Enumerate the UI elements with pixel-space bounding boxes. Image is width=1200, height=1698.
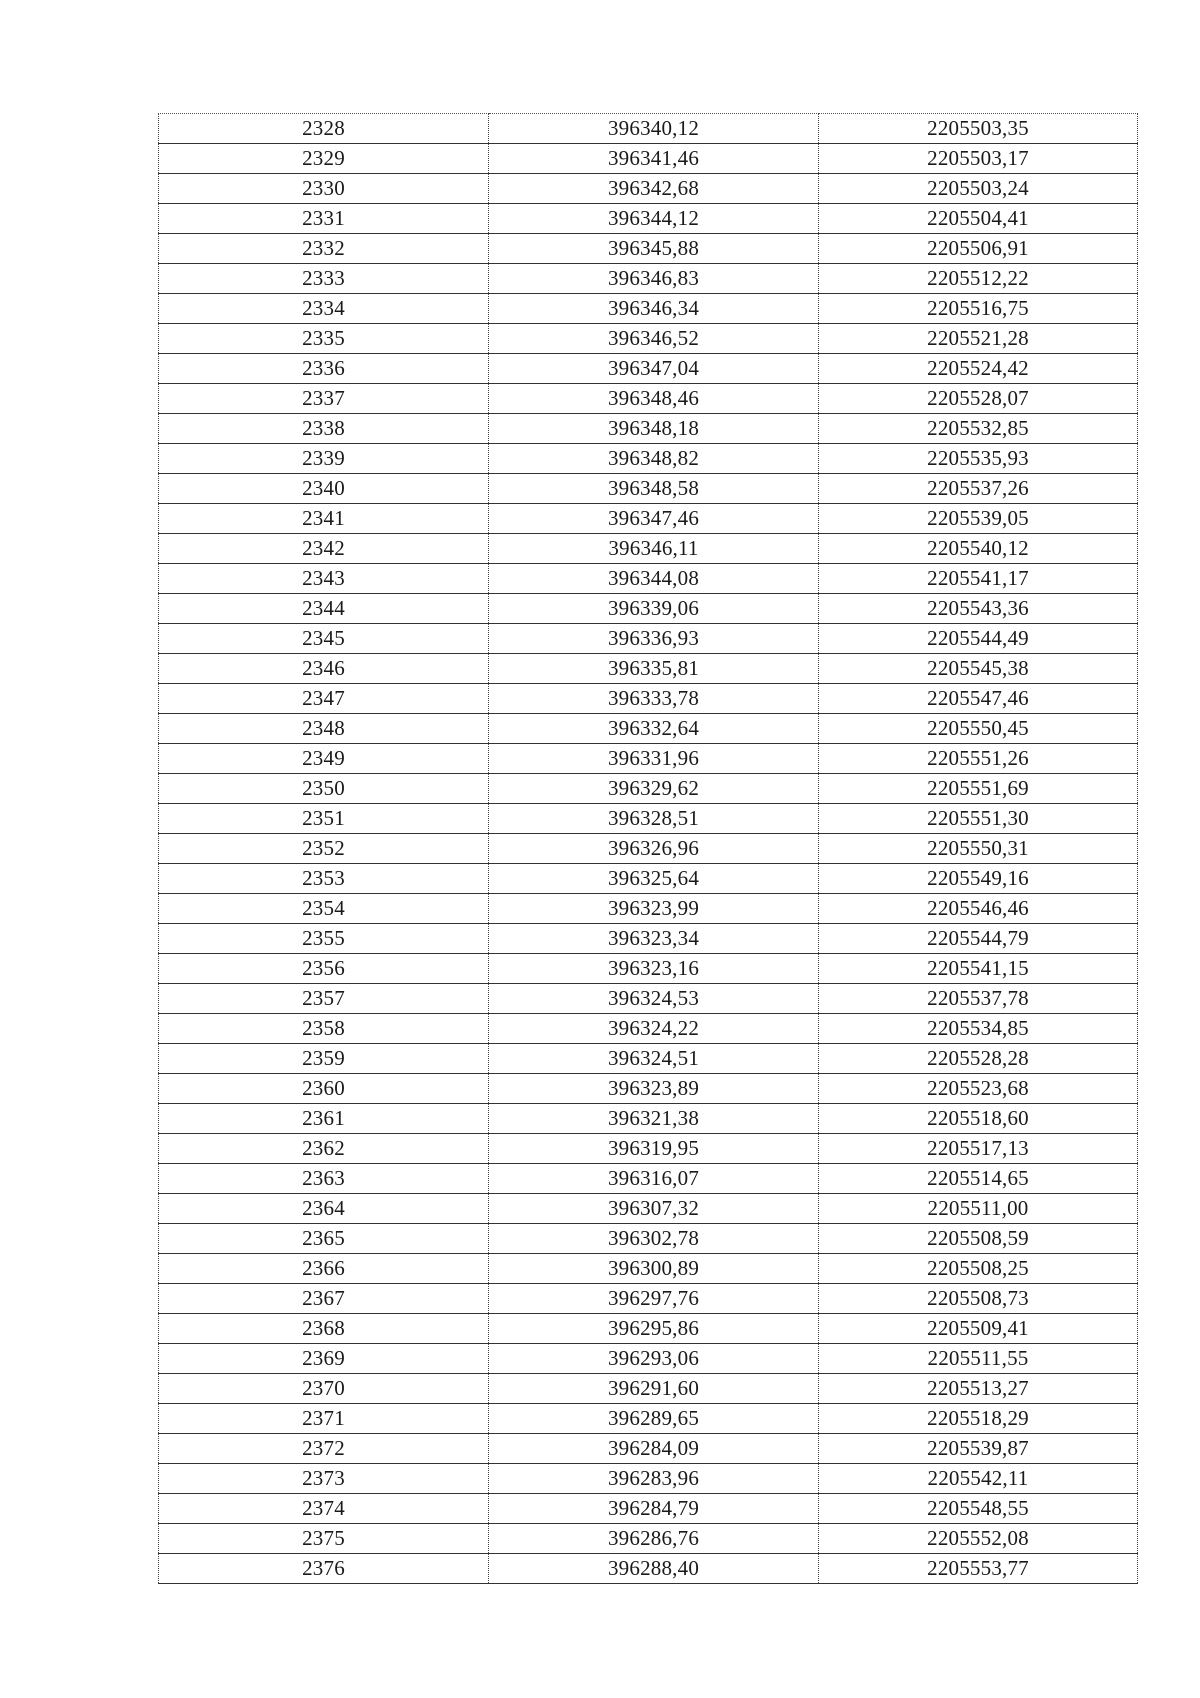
x-coordinate-cell: 396323,16 xyxy=(489,954,819,984)
x-coordinate-cell: 396323,34 xyxy=(489,924,819,954)
table-row xyxy=(159,894,1138,924)
y-coordinate-cell: 2205551,69 xyxy=(819,774,1138,804)
y-coordinate-cell: 2205546,46 xyxy=(819,894,1138,924)
table-row xyxy=(159,1074,1138,1104)
x-coordinate-cell: 396284,09 xyxy=(489,1434,819,1464)
y-coordinate-cell: 2205540,12 xyxy=(819,534,1138,564)
x-coordinate-cell: 396344,12 xyxy=(489,204,819,234)
point-number-cell: 2353 xyxy=(159,864,489,894)
table-row xyxy=(159,1104,1138,1134)
y-coordinate-cell: 2205542,11 xyxy=(819,1464,1138,1494)
x-coordinate-cell: 396324,22 xyxy=(489,1014,819,1044)
x-coordinate-cell: 396329,62 xyxy=(489,774,819,804)
table-row xyxy=(159,1494,1138,1524)
table-row xyxy=(159,594,1138,624)
table-row xyxy=(159,1554,1138,1584)
table-row xyxy=(159,504,1138,534)
point-number-cell: 2331 xyxy=(159,204,489,234)
y-coordinate-cell: 2205513,27 xyxy=(819,1374,1138,1404)
point-number-cell: 2336 xyxy=(159,354,489,384)
point-number-cell: 2375 xyxy=(159,1524,489,1554)
y-coordinate-cell: 2205517,13 xyxy=(819,1134,1138,1164)
y-coordinate-cell: 2205514,65 xyxy=(819,1164,1138,1194)
y-coordinate-cell: 2205508,59 xyxy=(819,1224,1138,1254)
x-coordinate-cell: 396297,76 xyxy=(489,1284,819,1314)
y-coordinate-cell: 2205539,87 xyxy=(819,1434,1138,1464)
point-number-cell: 2352 xyxy=(159,834,489,864)
x-coordinate-cell: 396348,82 xyxy=(489,444,819,474)
y-coordinate-cell: 2205532,85 xyxy=(819,414,1138,444)
x-coordinate-cell: 396326,96 xyxy=(489,834,819,864)
x-coordinate-cell: 396286,76 xyxy=(489,1524,819,1554)
table-row xyxy=(159,114,1138,144)
y-coordinate-cell: 2205523,68 xyxy=(819,1074,1138,1104)
point-number-cell: 2357 xyxy=(159,984,489,1014)
point-number-cell: 2374 xyxy=(159,1494,489,1524)
x-coordinate-cell: 396325,64 xyxy=(489,864,819,894)
x-coordinate-cell: 396348,18 xyxy=(489,414,819,444)
table-row xyxy=(159,354,1138,384)
point-number-cell: 2349 xyxy=(159,744,489,774)
point-number-cell: 2335 xyxy=(159,324,489,354)
point-number-cell: 2365 xyxy=(159,1224,489,1254)
table-row xyxy=(159,1044,1138,1074)
y-coordinate-cell: 2205521,28 xyxy=(819,324,1138,354)
table-row xyxy=(159,264,1138,294)
y-coordinate-cell: 2205550,31 xyxy=(819,834,1138,864)
point-number-cell: 2332 xyxy=(159,234,489,264)
x-coordinate-cell: 396295,86 xyxy=(489,1314,819,1344)
x-coordinate-cell: 396348,58 xyxy=(489,474,819,504)
table-row xyxy=(159,384,1138,414)
point-number-cell: 2340 xyxy=(159,474,489,504)
point-number-cell: 2341 xyxy=(159,504,489,534)
table-row xyxy=(159,1014,1138,1044)
y-coordinate-cell: 2205516,75 xyxy=(819,294,1138,324)
point-number-cell: 2369 xyxy=(159,1344,489,1374)
table-row xyxy=(159,924,1138,954)
point-number-cell: 2354 xyxy=(159,894,489,924)
y-coordinate-cell: 2205528,07 xyxy=(819,384,1138,414)
y-coordinate-cell: 2205509,41 xyxy=(819,1314,1138,1344)
point-number-cell: 2330 xyxy=(159,174,489,204)
x-coordinate-cell: 396316,07 xyxy=(489,1164,819,1194)
point-number-cell: 2351 xyxy=(159,804,489,834)
x-coordinate-cell: 396307,32 xyxy=(489,1194,819,1224)
table-row xyxy=(159,414,1138,444)
point-number-cell: 2328 xyxy=(159,114,489,144)
y-coordinate-cell: 2205541,15 xyxy=(819,954,1138,984)
y-coordinate-cell: 2205503,17 xyxy=(819,144,1138,174)
y-coordinate-cell: 2205528,28 xyxy=(819,1044,1138,1074)
table-row xyxy=(159,744,1138,774)
y-coordinate-cell: 2205551,30 xyxy=(819,804,1138,834)
table-row xyxy=(159,864,1138,894)
y-coordinate-cell: 2205551,26 xyxy=(819,744,1138,774)
x-coordinate-cell: 396339,06 xyxy=(489,594,819,624)
x-coordinate-cell: 396302,78 xyxy=(489,1224,819,1254)
x-coordinate-cell: 396319,95 xyxy=(489,1134,819,1164)
point-number-cell: 2373 xyxy=(159,1464,489,1494)
x-coordinate-cell: 396336,93 xyxy=(489,624,819,654)
x-coordinate-cell: 396346,11 xyxy=(489,534,819,564)
point-number-cell: 2339 xyxy=(159,444,489,474)
x-coordinate-cell: 396293,06 xyxy=(489,1344,819,1374)
y-coordinate-cell: 2205534,85 xyxy=(819,1014,1138,1044)
table-row xyxy=(159,654,1138,684)
x-coordinate-cell: 396347,04 xyxy=(489,354,819,384)
y-coordinate-cell: 2205544,49 xyxy=(819,624,1138,654)
x-coordinate-cell: 396342,68 xyxy=(489,174,819,204)
y-coordinate-cell: 2205545,38 xyxy=(819,654,1138,684)
point-number-cell: 2350 xyxy=(159,774,489,804)
y-coordinate-cell: 2205511,00 xyxy=(819,1194,1138,1224)
x-coordinate-cell: 396323,99 xyxy=(489,894,819,924)
y-coordinate-cell: 2205506,91 xyxy=(819,234,1138,264)
point-number-cell: 2363 xyxy=(159,1164,489,1194)
y-coordinate-cell: 2205537,26 xyxy=(819,474,1138,504)
x-coordinate-cell: 396332,64 xyxy=(489,714,819,744)
x-coordinate-cell: 396324,51 xyxy=(489,1044,819,1074)
x-coordinate-cell: 396344,08 xyxy=(489,564,819,594)
table-row xyxy=(159,684,1138,714)
y-coordinate-cell: 2205518,60 xyxy=(819,1104,1138,1134)
x-coordinate-cell: 396323,89 xyxy=(489,1074,819,1104)
y-coordinate-cell: 2205518,29 xyxy=(819,1404,1138,1434)
x-coordinate-cell: 396345,88 xyxy=(489,234,819,264)
y-coordinate-cell: 2205543,36 xyxy=(819,594,1138,624)
y-coordinate-cell: 2205508,73 xyxy=(819,1284,1138,1314)
y-coordinate-cell: 2205503,35 xyxy=(819,114,1138,144)
x-coordinate-cell: 396346,83 xyxy=(489,264,819,294)
point-number-cell: 2346 xyxy=(159,654,489,684)
point-number-cell: 2345 xyxy=(159,624,489,654)
y-coordinate-cell: 2205508,25 xyxy=(819,1254,1138,1284)
y-coordinate-cell: 2205549,16 xyxy=(819,864,1138,894)
point-number-cell: 2364 xyxy=(159,1194,489,1224)
point-number-cell: 2356 xyxy=(159,954,489,984)
point-number-cell: 2333 xyxy=(159,264,489,294)
point-number-cell: 2372 xyxy=(159,1434,489,1464)
point-number-cell: 2359 xyxy=(159,1044,489,1074)
point-number-cell: 2371 xyxy=(159,1404,489,1434)
table-row xyxy=(159,534,1138,564)
x-coordinate-cell: 396321,38 xyxy=(489,1104,819,1134)
coordinates-table-body xyxy=(159,114,1138,1584)
table-row xyxy=(159,1284,1138,1314)
x-coordinate-cell: 396333,78 xyxy=(489,684,819,714)
point-number-cell: 2329 xyxy=(159,144,489,174)
table-row xyxy=(159,1314,1138,1344)
table-row xyxy=(159,714,1138,744)
point-number-cell: 2367 xyxy=(159,1284,489,1314)
coordinates-table xyxy=(158,113,1138,1584)
y-coordinate-cell: 2205547,46 xyxy=(819,684,1138,714)
point-number-cell: 2347 xyxy=(159,684,489,714)
point-number-cell: 2355 xyxy=(159,924,489,954)
y-coordinate-cell: 2205511,55 xyxy=(819,1344,1138,1374)
point-number-cell: 2337 xyxy=(159,384,489,414)
table-row xyxy=(159,1254,1138,1284)
y-coordinate-cell: 2205550,45 xyxy=(819,714,1138,744)
table-row xyxy=(159,204,1138,234)
table-row xyxy=(159,774,1138,804)
table-row xyxy=(159,144,1138,174)
point-number-cell: 2362 xyxy=(159,1134,489,1164)
point-number-cell: 2343 xyxy=(159,564,489,594)
table-row xyxy=(159,1194,1138,1224)
x-coordinate-cell: 396340,12 xyxy=(489,114,819,144)
point-number-cell: 2360 xyxy=(159,1074,489,1104)
table-row xyxy=(159,294,1138,324)
point-number-cell: 2366 xyxy=(159,1254,489,1284)
y-coordinate-cell: 2205537,78 xyxy=(819,984,1138,1014)
table-row xyxy=(159,1224,1138,1254)
table-row xyxy=(159,1404,1138,1434)
y-coordinate-cell: 2205553,77 xyxy=(819,1554,1138,1584)
table-row xyxy=(159,1134,1138,1164)
point-number-cell: 2342 xyxy=(159,534,489,564)
table-row xyxy=(159,1164,1138,1194)
table-row xyxy=(159,1524,1138,1554)
table-row xyxy=(159,984,1138,1014)
point-number-cell: 2376 xyxy=(159,1554,489,1584)
y-coordinate-cell: 2205539,05 xyxy=(819,504,1138,534)
x-coordinate-cell: 396331,96 xyxy=(489,744,819,774)
table-row xyxy=(159,1374,1138,1404)
point-number-cell: 2338 xyxy=(159,414,489,444)
table-row xyxy=(159,324,1138,354)
point-number-cell: 2370 xyxy=(159,1374,489,1404)
point-number-cell: 2344 xyxy=(159,594,489,624)
x-coordinate-cell: 396288,40 xyxy=(489,1554,819,1584)
x-coordinate-cell: 396348,46 xyxy=(489,384,819,414)
y-coordinate-cell: 2205512,22 xyxy=(819,264,1138,294)
y-coordinate-cell: 2205504,41 xyxy=(819,204,1138,234)
point-number-cell: 2368 xyxy=(159,1314,489,1344)
table-row xyxy=(159,954,1138,984)
table-row xyxy=(159,834,1138,864)
table-row xyxy=(159,234,1138,264)
table-row xyxy=(159,624,1138,654)
table-row xyxy=(159,804,1138,834)
x-coordinate-cell: 396335,81 xyxy=(489,654,819,684)
x-coordinate-cell: 396346,52 xyxy=(489,324,819,354)
x-coordinate-cell: 396300,89 xyxy=(489,1254,819,1284)
table-row xyxy=(159,174,1138,204)
table-row xyxy=(159,444,1138,474)
y-coordinate-cell: 2205548,55 xyxy=(819,1494,1138,1524)
y-coordinate-cell: 2205524,42 xyxy=(819,354,1138,384)
y-coordinate-cell: 2205535,93 xyxy=(819,444,1138,474)
x-coordinate-cell: 396291,60 xyxy=(489,1374,819,1404)
y-coordinate-cell: 2205544,79 xyxy=(819,924,1138,954)
table-row xyxy=(159,1464,1138,1494)
point-number-cell: 2334 xyxy=(159,294,489,324)
y-coordinate-cell: 2205541,17 xyxy=(819,564,1138,594)
x-coordinate-cell: 396346,34 xyxy=(489,294,819,324)
x-coordinate-cell: 396283,96 xyxy=(489,1464,819,1494)
table-row xyxy=(159,474,1138,504)
x-coordinate-cell: 396289,65 xyxy=(489,1404,819,1434)
x-coordinate-cell: 396347,46 xyxy=(489,504,819,534)
x-coordinate-cell: 396341,46 xyxy=(489,144,819,174)
x-coordinate-cell: 396328,51 xyxy=(489,804,819,834)
table-row xyxy=(159,1344,1138,1374)
point-number-cell: 2358 xyxy=(159,1014,489,1044)
table-row xyxy=(159,564,1138,594)
x-coordinate-cell: 396324,53 xyxy=(489,984,819,1014)
y-coordinate-cell: 2205552,08 xyxy=(819,1524,1138,1554)
x-coordinate-cell: 396284,79 xyxy=(489,1494,819,1524)
table-row xyxy=(159,1434,1138,1464)
y-coordinate-cell: 2205503,24 xyxy=(819,174,1138,204)
point-number-cell: 2348 xyxy=(159,714,489,744)
point-number-cell: 2361 xyxy=(159,1104,489,1134)
